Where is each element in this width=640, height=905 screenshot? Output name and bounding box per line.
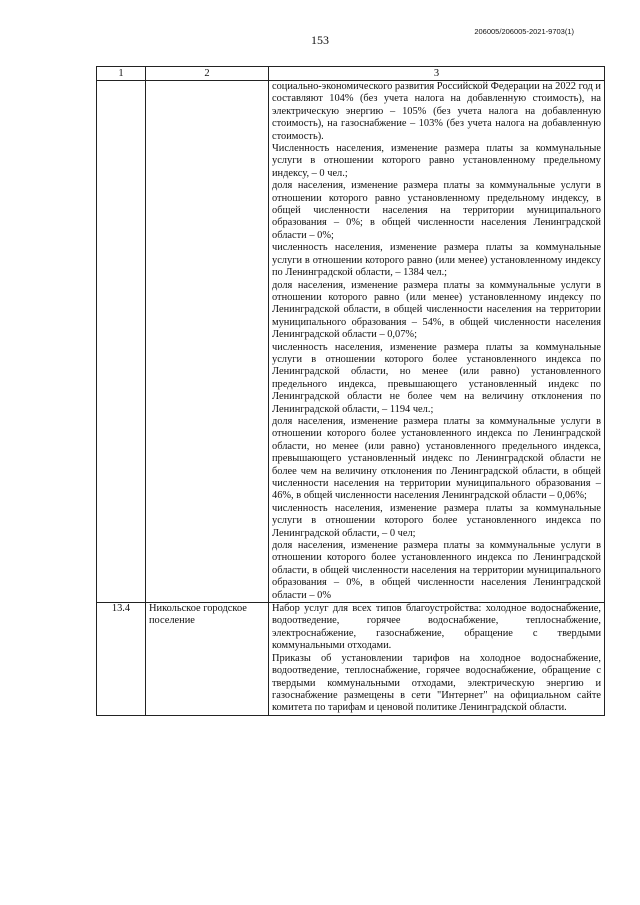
table-row-13-4	[97, 603, 605, 716]
paragraph: Набор услуг для всех типов благоустройства: холодное водоснабжение, водоотведение, горячее водоснабжение, теплоснабжение, электроснабжение, газоснабжение, обращение с твердыми коммунальными отходами.	[272, 603, 601, 652]
paragraph: доля населения, изменение размера платы за коммунальные услуги в отношении которого более установленного индекса по Ленинградской области, но менее (или равно) установленного предельного индекса, превышающего установленный индекс по Ленинградской области не более чем на величину отклонения по Ленинградской области, в общей численности населения на территории муниципального образования – 46%, в общей численности населения Ленинградской области – 0,06%;	[272, 415, 601, 502]
paragraph: численность населения, изменение размера платы за коммунальные услуги в отношении которого более установленного индекса по Ленинградской области, но менее (или равно) установленного предельного индекса, превышающего установленный индекс по Ленинградской области не более чем на величину отклонения по Ленинградской области, – 1194 чел.;	[272, 341, 601, 415]
table-header-row	[97, 67, 605, 81]
paragraph: доля населения, изменение размера платы за коммунальные услуги в отношении которого равно (или менее) установленному индексу по Ленинградской области, в общей численности населения на территории муниципального образования – 54%, в общей численности населения Ленинградской области – 0,07%;	[272, 279, 601, 341]
col-header-3: 3	[269, 67, 605, 81]
document-id: 206005/206005-2021-9703(1)	[474, 27, 574, 36]
paragraph: численность населения, изменение размера платы за коммунальные услуги в отношении которого более установленного индекса по Ленинградской области, – 0 чел;	[272, 502, 601, 539]
paragraph: доля населения, изменение размера платы за коммунальные услуги в отношении которого более установленного индекса по Ленинградской области, в общей численности населения на территории муниципального образования – 0%, в общей численности населения Ленинградской области – 0%	[272, 540, 601, 601]
row-content-cell	[269, 603, 605, 716]
row-number-cell	[97, 81, 146, 603]
table-row-continued	[97, 81, 605, 603]
document-table	[96, 66, 605, 716]
paragraph: доля населения, изменение размера платы за коммунальные услуги в отношении которого равно установленному предельному индексу, в общей численности населения на территории муниципального образования – 0%; в общей численности населения Ленинградской области – 0%;	[272, 180, 601, 241]
page-number: 153	[311, 33, 329, 47]
settlement-name-cell: Никольское городское поселение	[146, 603, 269, 716]
col-header-2: 2	[146, 67, 269, 81]
col-header-1: 1	[97, 67, 146, 81]
paragraph: численность населения, изменение размера платы за коммунальные услуги в отношении которого равно (или менее) установленному индексу по Ленинградской области, – 1384 чел.;	[272, 242, 601, 279]
row-number-cell: 13.4	[97, 603, 146, 716]
paragraph: Приказы об установлении тарифов на холодное водоснабжение, водоотведение, теплоснабжение, горячее водоснабжение, обращение с твердыми коммунальными отходами, электрическую энергию и газоснабжение размещены в сети "Интернет" на официальном сайте комитета по тарифам и ценовой политике Ленинградской области.	[272, 652, 601, 714]
row-name-cell	[146, 81, 269, 603]
paragraph: Численность населения, изменение размера платы за коммунальные услуги в отношении которого равно установленному предельному индексу, – 0 чел.;	[272, 143, 601, 179]
row-content-cell	[269, 81, 605, 603]
paragraph: социально-экономического развития Российской Федерации на 2022 год и составляют 104% (без учета налога на добавленную стоимость), на электрическую энергию – 105% (без учета налога на добавленную стоимость), на газоснабжение – 103% (без учета налога на добавленную стоимость).	[272, 81, 601, 142]
